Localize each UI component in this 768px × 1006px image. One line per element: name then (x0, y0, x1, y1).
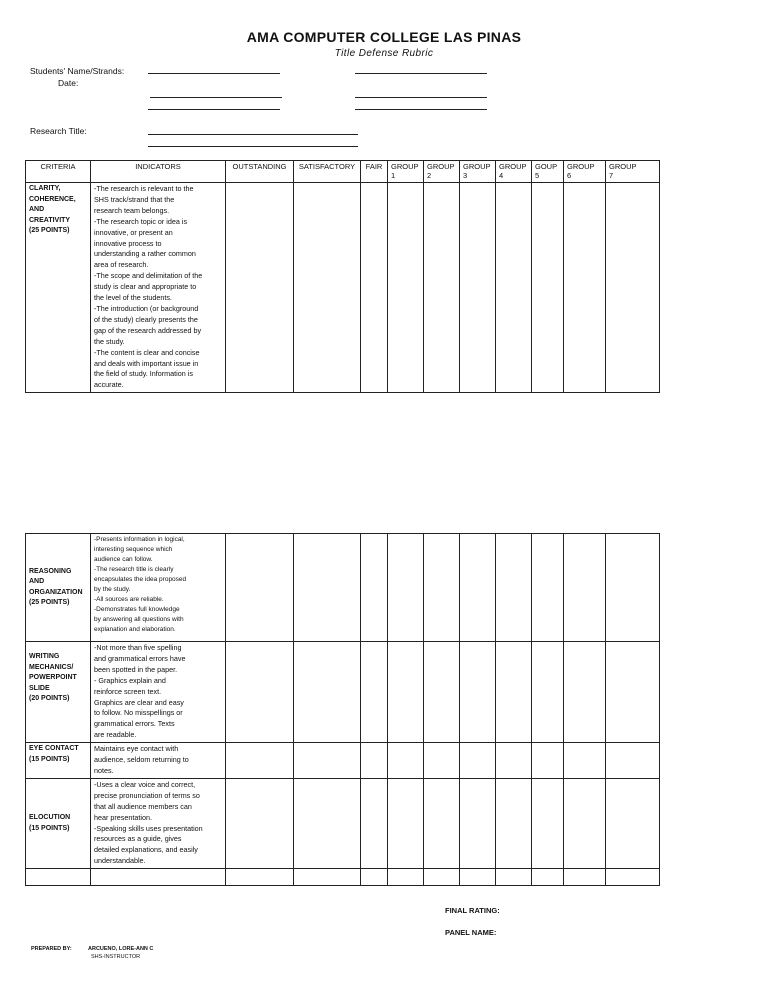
satisfactory-cell[interactable] (294, 183, 361, 393)
satisfactory-cell[interactable] (294, 642, 361, 743)
research-title-label: Research Title: (30, 126, 87, 136)
group-cell[interactable] (606, 534, 660, 642)
group-cell[interactable] (606, 642, 660, 743)
indicators-cell: -The research is relevant to the SHS track/strand that the research team belongs. -The research topic or idea is innovative, or present an innovative process to understanding a rather common area of research. -The scope and delimitation of the study is clear and appropriate to the level of the students. -The introduction (or background of the study) clearly presents the gap of the research addressed by the study. -The content is clear and concise and deals with important issue in the field of study. Information is accurate. (91, 183, 226, 393)
name-line-3[interactable] (150, 97, 282, 98)
fair-cell[interactable] (361, 642, 388, 743)
group-cell[interactable] (532, 642, 564, 743)
outstanding-header: OUTSTANDING (226, 161, 294, 183)
indicators-cell: -Not more than five spelling and grammatical errors have been spotted in the paper. - Graphics explain and reinforce screen text. Graphics are clear and easy to follow. No misspellings or grammatical errors. Texts are readable. (91, 642, 226, 743)
group-cell[interactable] (564, 743, 606, 779)
group-cell[interactable] (388, 183, 424, 393)
group-3-header: GROUP 3 (460, 161, 496, 183)
group-cell[interactable] (532, 778, 564, 868)
group-2-header: GROUP 2 (424, 161, 460, 183)
group-cell[interactable] (564, 183, 606, 393)
group-cell[interactable] (388, 642, 424, 743)
indicators-cell: -Presents information in logical, interesting sequence which audience can follow. -The research title is clearly encapsulates the idea proposed by the study. -All sources are reliable. -Demonstrates full knowledge by answering all questions with explanation and elaboration. (91, 534, 226, 642)
outstanding-cell[interactable] (226, 642, 294, 743)
group-cell[interactable] (460, 743, 496, 779)
fair-cell[interactable] (361, 743, 388, 779)
empty-cell[interactable] (26, 869, 91, 886)
table-row (26, 743, 660, 779)
empty-cell[interactable] (91, 869, 226, 886)
satisfactory-cell[interactable] (294, 778, 361, 868)
criteria-cell: WRITING MECHANICS/ POWERPOINT SLIDE (20 POINTS) (26, 642, 91, 743)
group-cell[interactable] (564, 642, 606, 743)
group-cell[interactable] (564, 534, 606, 642)
table-row (26, 183, 660, 393)
group-cell[interactable] (460, 642, 496, 743)
date-label: Date: (58, 78, 79, 88)
fair-cell[interactable] (361, 534, 388, 642)
group-5-header: GOUP 5 (532, 161, 564, 183)
page-subtitle: Title Defense Rubric (334, 48, 434, 59)
group-4-header: GROUP 4 (496, 161, 532, 183)
fair-cell[interactable] (361, 183, 388, 393)
table-row-total (26, 869, 660, 886)
indicators-header: INDICATORS (91, 161, 226, 183)
empty-cell[interactable] (424, 869, 460, 886)
group-cell[interactable] (460, 183, 496, 393)
group-cell[interactable] (606, 778, 660, 868)
indicators-cell: -Uses a clear voice and correct, precise pronunciation of terms so that all audience members can hear presentation. -Speaking skills uses presentation resources as a guide, gives detailed explanations, and easily understandable. (91, 778, 226, 868)
outstanding-cell[interactable] (226, 534, 294, 642)
preparer-name: ARCUENO, LORE-ANN C (88, 946, 154, 952)
name-line-2[interactable] (355, 73, 487, 74)
empty-cell[interactable] (606, 869, 660, 886)
group-cell[interactable] (496, 642, 532, 743)
outstanding-cell[interactable] (226, 183, 294, 393)
prepared-by-label: PREPARED BY: (31, 946, 72, 952)
name-line-6[interactable] (355, 109, 487, 110)
name-line-1[interactable] (148, 73, 280, 74)
group-cell[interactable] (388, 743, 424, 779)
group-cell[interactable] (564, 778, 606, 868)
criteria-cell: EYE CONTACT (15 POINTS) (26, 743, 91, 779)
satisfactory-header: SATISFACTORY (294, 161, 361, 183)
name-line-5[interactable] (148, 109, 280, 110)
empty-cell[interactable] (564, 869, 606, 886)
preparer-role: SHS-INSTRUCTOR (91, 954, 141, 960)
group-7-header: GROUP 7 (606, 161, 660, 183)
final-rating-label: FINAL RATING: (445, 906, 500, 915)
criteria-cell: CLARITY, COHERENCE, AND CREATIVITY (25 POINTS) (26, 183, 91, 393)
empty-cell[interactable] (361, 869, 388, 886)
page-title: AMA COMPUTER COLLEGE LAS PINAS (246, 29, 522, 45)
criteria-header: CRITERIA (26, 161, 91, 183)
empty-cell[interactable] (532, 869, 564, 886)
table-row (26, 534, 660, 642)
group-cell[interactable] (424, 183, 460, 393)
students-name-label: Students' Name/Strands: (30, 66, 125, 76)
group-cell[interactable] (606, 183, 660, 393)
outstanding-cell[interactable] (226, 778, 294, 868)
indicators-cell: Maintains eye contact with audience, seldom returning to notes. (91, 743, 226, 779)
group-cell[interactable] (532, 534, 564, 642)
fair-header: FAIR (361, 161, 388, 183)
group-cell[interactable] (424, 642, 460, 743)
criteria-cell: REASONING AND ORGANIZATION (25 POINTS) (26, 534, 91, 642)
group-cell[interactable] (532, 183, 564, 393)
table-row (26, 778, 660, 868)
satisfactory-cell[interactable] (294, 534, 361, 642)
group-cell[interactable] (460, 778, 496, 868)
group-cell[interactable] (496, 778, 532, 868)
group-1-header: GROUP 1 (388, 161, 424, 183)
empty-cell[interactable] (460, 869, 496, 886)
rubric-table-2 (25, 533, 660, 886)
group-cell[interactable] (496, 183, 532, 393)
empty-cell[interactable] (388, 869, 424, 886)
group-cell[interactable] (532, 743, 564, 779)
empty-cell[interactable] (294, 869, 361, 886)
group-cell[interactable] (424, 743, 460, 779)
table-header-row (26, 161, 660, 183)
fair-cell[interactable] (361, 778, 388, 868)
rubric-table-1 (25, 160, 660, 393)
group-6-header: GROUP 6 (564, 161, 606, 183)
table-row (26, 642, 660, 743)
group-cell[interactable] (606, 743, 660, 779)
research-title-line-1[interactable] (148, 134, 358, 135)
research-title-line-2[interactable] (148, 146, 358, 147)
group-cell[interactable] (496, 534, 532, 642)
group-cell[interactable] (424, 534, 460, 642)
group-cell[interactable] (496, 743, 532, 779)
group-cell[interactable] (424, 778, 460, 868)
name-line-4[interactable] (355, 97, 487, 98)
empty-cell[interactable] (226, 869, 294, 886)
criteria-cell: ELOCUTION (15 POINTS) (26, 778, 91, 868)
outstanding-cell[interactable] (226, 743, 294, 779)
satisfactory-cell[interactable] (294, 743, 361, 779)
group-cell[interactable] (388, 534, 424, 642)
empty-cell[interactable] (496, 869, 532, 886)
panel-name-label: PANEL NAME: (445, 928, 497, 937)
group-cell[interactable] (388, 778, 424, 868)
group-cell[interactable] (460, 534, 496, 642)
